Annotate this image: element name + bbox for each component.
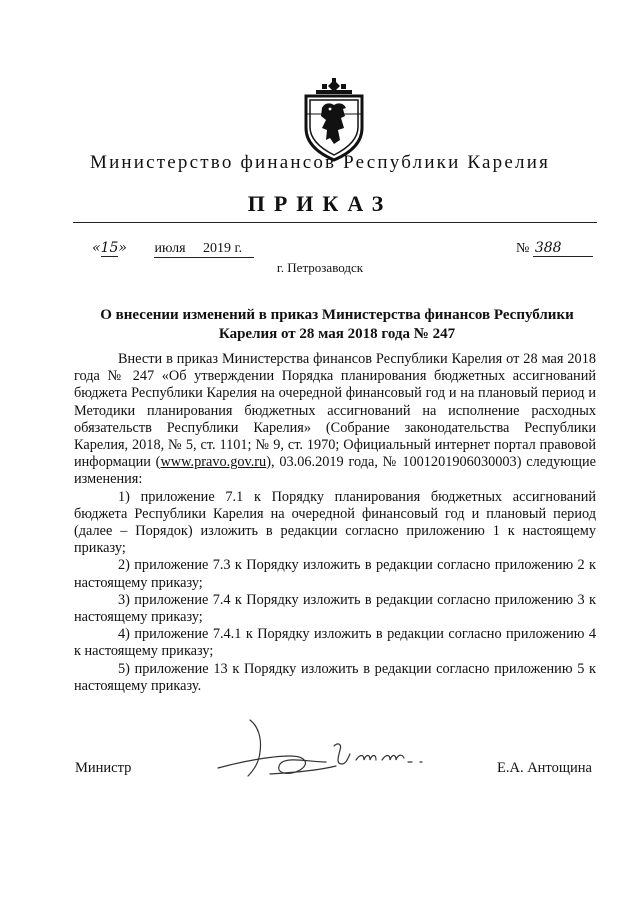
order-body — [74, 351, 596, 695]
list-item: 1) приложение 7.1 к Порядку планирования бюджетных ассигнований бюджета Республики Карелия на очередной финансовый год и плановый период (далее – Порядок) изложить в редакции согласно приложению 1 к настоящему приказу; — [74, 488, 596, 557]
order-heading: О внесении изменений в приказ Министерства финансов Республики Карелия от 28 мая 2018 года № 247 — [100, 307, 574, 342]
list-item: 5) приложение 13 к Порядку изложить в редакции согласно приложению 5 к настоящему приказу. — [74, 660, 596, 694]
order-month-year — [154, 241, 254, 258]
order-title: ПРИКАЗ — [247, 191, 393, 216]
ministry-name: Министерство финансов Республики Карелия — [89, 152, 551, 173]
handwritten-signature — [210, 712, 440, 784]
list-item: 4) приложение 7.4.1 к Порядку изложить в редакции согласно приложению 4 к настоящему приказу; — [74, 626, 596, 660]
list-item: 2) приложение 7.3 к Порядку изложить в редакции согласно приложению 2 к настоящему приказу; — [74, 557, 596, 591]
order-date — [92, 240, 254, 258]
order-year: 2019 г. — [203, 241, 243, 256]
order-number — [516, 240, 593, 257]
date-quote-open: « — [92, 240, 101, 256]
order-number-value: 388 — [533, 240, 593, 257]
list-item: 3) приложение 7.4 к Порядку изложить в редакции согласно приложению 3 к настоящему приказу; — [74, 591, 596, 626]
karelia-coat-of-arms-icon — [300, 78, 368, 162]
order-number-label: № — [516, 241, 530, 256]
intro-paragraph: Внести в приказ Министерства финансов Республики Карелия от 28 мая 2018 года № 247 «Об утверждении Порядка планирования бюджетных ассигнований бюджета Республики Карелия на очередной финансовый год и на плановый период и Методики планирования бюджетных ассигнований на исполнение расходных обязательств Республики Карелия» (Собрание законодательства Республики Карелия, 2018, № 5, ст. 1101; № 9, ст. 1970; Официальный интернет портал правовой информации (www.pravo.gov.ru), 03.06.2019 года, № 1001201906030003) следующие изменения: — [74, 351, 596, 488]
signatory-title: Министр — [75, 760, 132, 776]
signatory-name: Е.А. Антощина — [497, 760, 592, 776]
date-quote-close: » — [118, 240, 127, 256]
order-day: 15 — [100, 240, 119, 256]
header-divider — [73, 222, 597, 223]
pravo-link[interactable]: www.pravo.gov.ru — [160, 454, 267, 471]
order-city: г. Петрозаводск — [276, 260, 364, 275]
order-month: июля — [154, 241, 186, 256]
